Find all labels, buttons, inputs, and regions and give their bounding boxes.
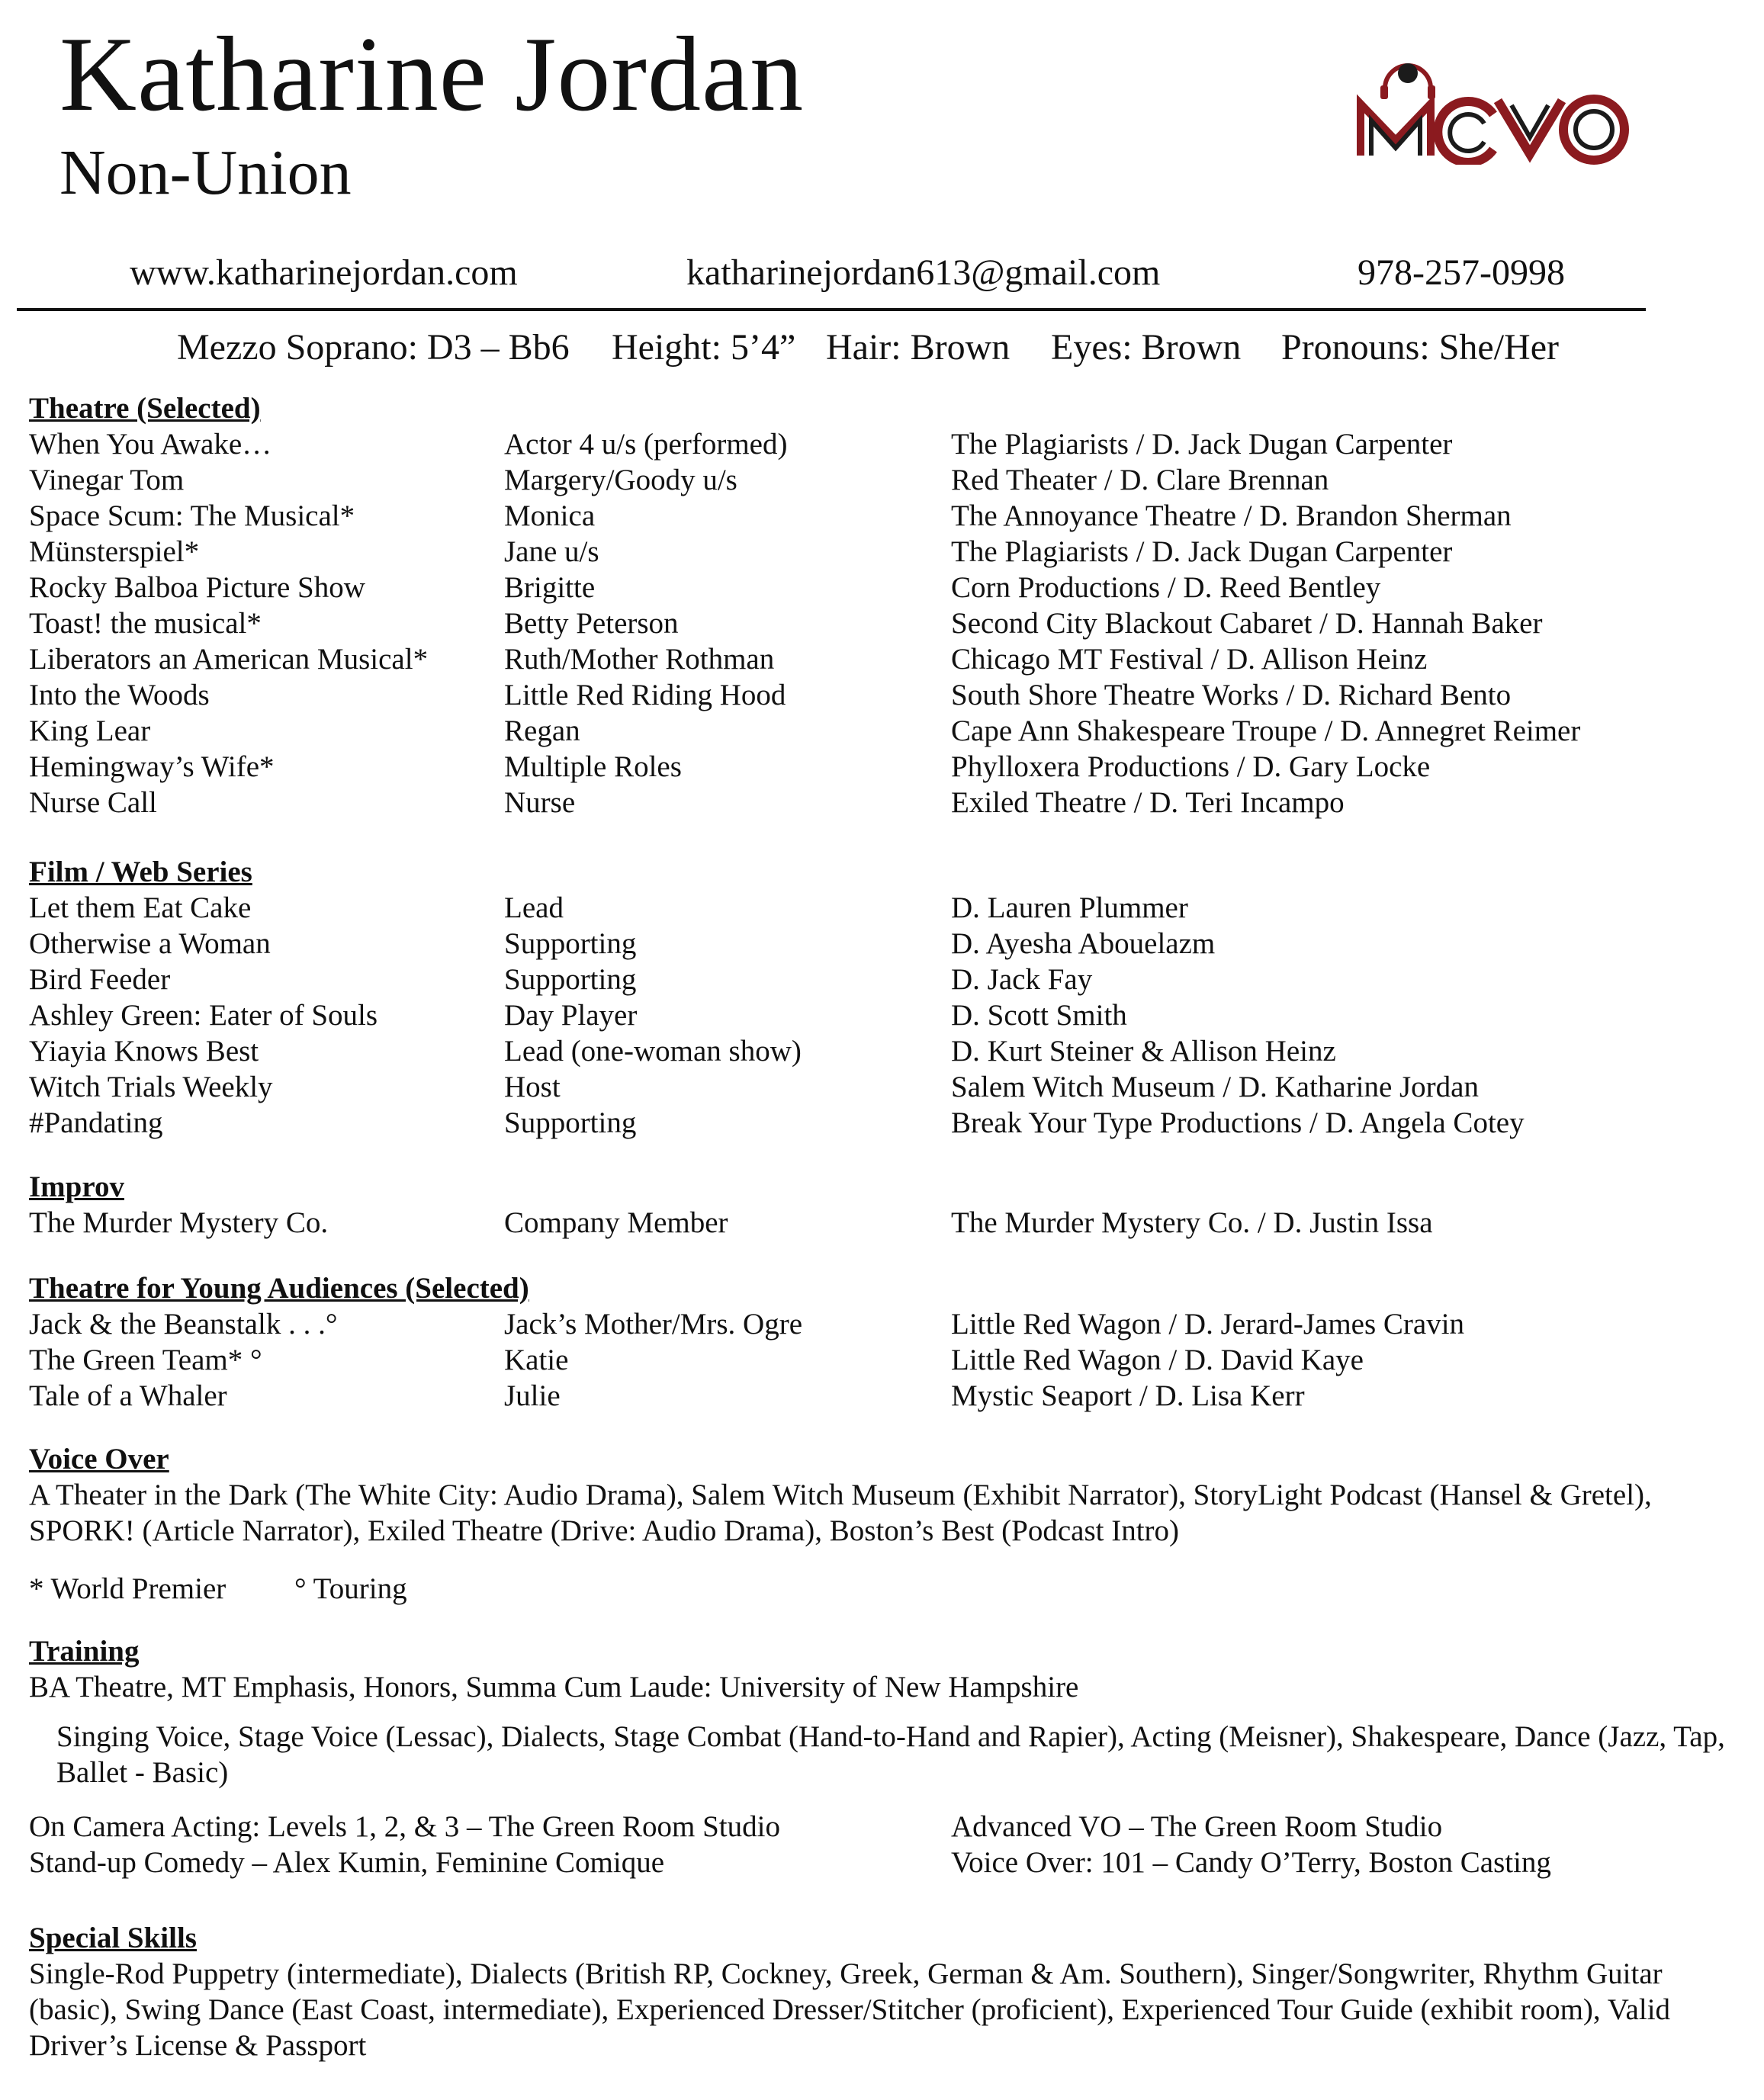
credit-role: Betty Peterson	[504, 607, 679, 640]
tya-credit-row	[29, 1378, 1737, 1414]
credit-role: Katie	[504, 1344, 569, 1376]
credit-role: Margery/Goody u/s	[504, 464, 737, 496]
credit-role: Ruth/Mother Rothman	[504, 643, 775, 676]
credit-company: The Annoyance Theatre / D. Brandon Sherman	[951, 499, 1512, 532]
film-credit-row	[29, 962, 1737, 997]
theatre-credit-row	[29, 785, 1737, 820]
credit-role: Regan	[504, 714, 580, 747]
tya-credit-row	[29, 1342, 1737, 1378]
height-stat: Height: 5’4”	[612, 327, 796, 368]
credit-role: Brigitte	[504, 571, 596, 604]
credit-role: Supporting	[504, 927, 637, 960]
theatre-credits	[29, 426, 1737, 820]
training-course: On Camera Acting: Levels 1, 2, & 3 – The Green Room Studio	[29, 1810, 780, 1843]
film-credit-row	[29, 926, 1737, 962]
special-skills-section	[29, 1920, 1737, 2063]
voice-over-credits: A Theater in the Dark (The White City: Audio Drama), Salem Witch Museum (Exhibit Narrator), StoryLight Podcast (Hansel & Gretel), SPORK! (Article Narrator), Exiled Theatre (Drive: Audio Drama), Boston’s Best (Podcast Intro)	[29, 1479, 1652, 1547]
training-row	[29, 1845, 1737, 1880]
training-heading: Training	[29, 1635, 140, 1668]
credit-role: Julie	[504, 1379, 561, 1412]
credit-company: D. Scott Smith	[951, 999, 1127, 1032]
credit-title: Nurse Call	[29, 786, 157, 819]
credit-company: Little Red Wagon / D. David Kaye	[951, 1344, 1364, 1376]
theatre-credit-row	[29, 605, 1737, 641]
credit-title: Liberators an American Musical*	[29, 643, 429, 676]
pronouns-stat: Pronouns: She/Her	[1281, 327, 1559, 368]
training-degree: BA Theatre, MT Emphasis, Honors, Summa Cum Laude: University of New Hampshire	[29, 1671, 1079, 1703]
training-studios	[29, 1809, 1737, 1880]
union-status: Non-Union	[59, 137, 352, 208]
theatre-credit-row	[29, 570, 1737, 605]
theatre-credit-row	[29, 498, 1737, 534]
credit-role: Supporting	[504, 1106, 637, 1139]
theatre-heading: Theatre (Selected)	[29, 392, 261, 425]
credit-company: D. Jack Fay	[951, 963, 1093, 996]
credit-role: Jack’s Mother/Mrs. Ogre	[504, 1308, 803, 1341]
credit-title: When You Awake…	[29, 428, 272, 461]
credit-title: The Green Team* °	[29, 1344, 262, 1376]
film-section	[29, 854, 1737, 1141]
tya-credits	[29, 1306, 1737, 1414]
credit-title: #Pandating	[29, 1106, 163, 1139]
world-premier-note: * World Premier	[29, 1572, 227, 1605]
film-credit-row	[29, 1033, 1737, 1069]
training-section	[29, 1633, 1737, 1880]
tya-credit-row	[29, 1306, 1737, 1342]
website-link[interactable]: www.katharinejordan.com	[130, 252, 518, 293]
credit-title: Let them Eat Cake	[29, 891, 252, 924]
voice-over-section	[29, 1441, 1737, 1549]
special-skills-list: Single-Rod Puppetry (intermediate), Dialects (British RP, Cockney, Greek, German & Am. Southern), Singer/Songwriter, Rhythm Guitar (basic), Swing Dance (East Coast, intermediate), Experienced Dresser/Stitcher (proficient), Experienced Tour Guide (exhibit room), Valid Driver’s License & Passport	[29, 1957, 1671, 2062]
credit-role: Host	[504, 1071, 561, 1103]
theatre-credit-row	[29, 534, 1737, 570]
credit-role: Nurse	[504, 786, 576, 819]
header-divider	[17, 308, 1646, 311]
film-credit-row	[29, 997, 1737, 1033]
credit-company: Chicago MT Festival / D. Allison Heinz	[951, 643, 1428, 676]
voice-over-heading: Voice Over	[29, 1443, 169, 1475]
credit-company: Cape Ann Shakespeare Troupe / D. Annegret Reimer	[951, 714, 1581, 747]
theatre-credit-row	[29, 641, 1737, 677]
credit-role: Jane u/s	[504, 535, 599, 568]
credit-title: Ashley Green: Eater of Souls	[29, 999, 378, 1032]
credit-company: The Plagiarists / D. Jack Dugan Carpenter	[951, 535, 1453, 568]
credit-title: Hemingway’s Wife*	[29, 750, 275, 783]
credit-company: Red Theater / D. Clare Brennan	[951, 464, 1329, 496]
credit-company: Mystic Seaport / D. Lisa Kerr	[951, 1379, 1305, 1412]
credit-title: Bird Feeder	[29, 963, 171, 996]
credit-title: Münsterspiel*	[29, 535, 200, 568]
credit-role: Lead (one-woman show)	[504, 1035, 802, 1068]
credit-title: Jack & the Beanstalk . . .°	[29, 1308, 338, 1341]
credit-title: King Lear	[29, 714, 151, 747]
credit-company: Little Red Wagon / D. Jerard-James Cravin	[951, 1308, 1465, 1341]
credit-company: Second City Blackout Cabaret / D. Hannah Baker	[951, 607, 1543, 640]
film-credit-row	[29, 1069, 1737, 1105]
touring-note: ° Touring	[294, 1572, 407, 1605]
email-link[interactable]: katharinejordan613@gmail.com	[686, 252, 1161, 293]
theatre-credit-row	[29, 713, 1737, 749]
improv-credits	[29, 1205, 1737, 1241]
eyes-stat: Eyes: Brown	[1051, 327, 1242, 368]
training-coursework: Singing Voice, Stage Voice (Lessac), Dialects, Stage Combat (Hand-to-Hand and Rapier), Acting (Meisner), Shakespeare, Dance (Jazz, Tap, Ballet - Basic)	[56, 1720, 1725, 1789]
training-row	[29, 1809, 1737, 1845]
credit-company: Phylloxera Productions / D. Gary Locke	[951, 750, 1431, 783]
credit-company: South Shore Theatre Works / D. Richard Bento	[951, 679, 1512, 711]
training-course: Stand-up Comedy – Alex Kumin, Feminine Comique	[29, 1846, 665, 1879]
credit-company: Break Your Type Productions / D. Angela Cotey	[951, 1106, 1525, 1139]
credit-company: Exiled Theatre / D. Teri Incampo	[951, 786, 1345, 819]
credit-title: Otherwise a Woman	[29, 927, 271, 960]
mcvo-logo	[1348, 50, 1638, 165]
phone-number: 978-257-0998	[1358, 252, 1565, 293]
credit-role: Monica	[504, 499, 596, 532]
film-credits	[29, 890, 1737, 1141]
theatre-credit-row	[29, 677, 1737, 713]
credit-role: Multiple Roles	[504, 750, 682, 783]
credit-title: Toast! the musical*	[29, 607, 262, 640]
improv-credit-row	[29, 1205, 1737, 1241]
film-heading: Film / Web Series	[29, 856, 252, 888]
credit-title: Witch Trials Weekly	[29, 1071, 273, 1103]
tya-heading: Theatre for Young Audiences (Selected)	[29, 1272, 529, 1305]
credit-company: The Murder Mystery Co. / D. Justin Issa	[951, 1206, 1433, 1239]
training-course: Voice Over: 101 – Candy O’Terry, Boston Casting	[951, 1846, 1551, 1879]
special-skills-heading: Special Skills	[29, 1922, 197, 1954]
credit-role: Company Member	[504, 1206, 728, 1239]
training-course: Advanced VO – The Green Room Studio	[951, 1810, 1443, 1843]
credit-title: Yiayia Knows Best	[29, 1035, 259, 1068]
improv-section	[29, 1169, 1737, 1241]
credit-role: Lead	[504, 891, 564, 924]
legend	[29, 1571, 1737, 1607]
theatre-credit-row	[29, 462, 1737, 498]
improv-heading: Improv	[29, 1170, 124, 1203]
hair-stat: Hair: Brown	[826, 327, 1011, 368]
credit-title: Into the Woods	[29, 679, 210, 711]
credit-role: Little Red Riding Hood	[504, 679, 786, 711]
theatre-section	[29, 390, 1737, 820]
credit-company: The Plagiarists / D. Jack Dugan Carpenter	[951, 428, 1453, 461]
theatre-credit-row	[29, 749, 1737, 785]
credit-title: The Murder Mystery Co.	[29, 1206, 329, 1239]
theatre-credit-row	[29, 426, 1737, 462]
credit-company: D. Kurt Steiner & Allison Heinz	[951, 1035, 1336, 1068]
film-credit-row	[29, 890, 1737, 926]
credit-title: Rocky Balboa Picture Show	[29, 571, 365, 604]
tya-section	[29, 1270, 1737, 1414]
credit-role: Supporting	[504, 963, 637, 996]
credit-company: D. Ayesha Abouelazm	[951, 927, 1216, 960]
credit-title: Vinegar Tom	[29, 464, 185, 496]
credit-role: Day Player	[504, 999, 638, 1032]
film-credit-row	[29, 1105, 1737, 1141]
name-heading: Katharine Jordan	[59, 15, 805, 133]
voice-range: Mezzo Soprano: D3 – Bb6	[177, 327, 570, 368]
credit-role: Actor 4 u/s (performed)	[504, 428, 788, 461]
credit-title: Tale of a Whaler	[29, 1379, 227, 1412]
credit-company: Corn Productions / D. Reed Bentley	[951, 571, 1381, 604]
credit-company: D. Lauren Plummer	[951, 891, 1188, 924]
credit-title: Space Scum: The Musical*	[29, 499, 355, 532]
credit-company: Salem Witch Museum / D. Katharine Jordan	[951, 1071, 1479, 1103]
